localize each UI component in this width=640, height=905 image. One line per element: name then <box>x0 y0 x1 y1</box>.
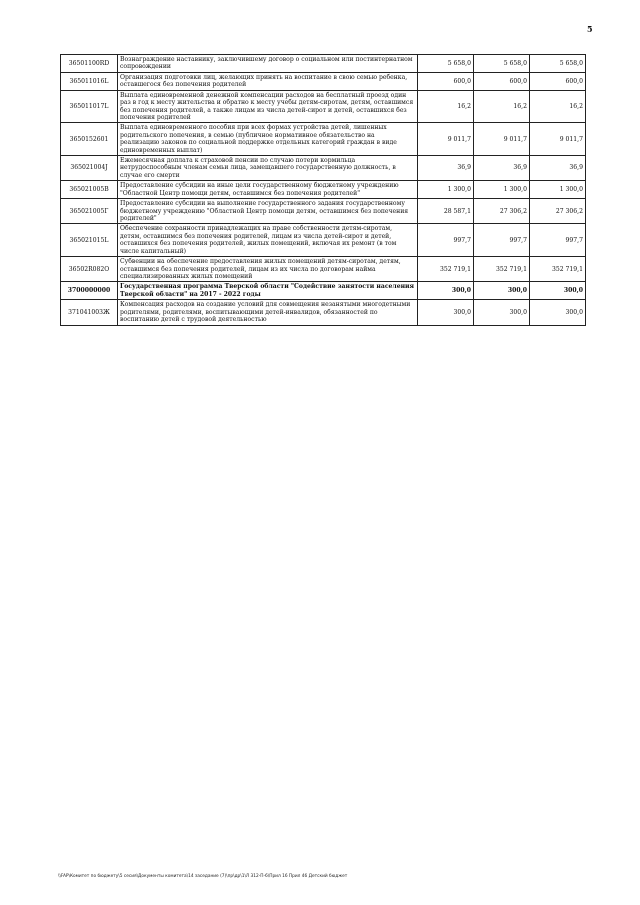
row-value-3-cell: 9 011,7 <box>530 123 586 156</box>
row-value-3-cell: 36,9 <box>530 156 586 181</box>
row-value-2-cell: 300,0 <box>474 300 530 325</box>
row-description-cell: Компенсация расходов на создание условий для совмещения незанятыми многодетными родителями, родителями, воспитывающими детей-инвалидов, обязанностей по воспитанию детей с трудовой деятельностью <box>118 300 418 325</box>
row-value-3-cell: 352 719,1 <box>530 257 586 282</box>
row-code-cell: 36502R082O <box>61 257 118 282</box>
row-value-2-cell: 997,7 <box>474 224 530 257</box>
row-value-1-cell: 16,2 <box>418 90 474 123</box>
row-description-cell: Обеспечение сохранности принадлежащих на праве собственности детям-сиротам, детям, оставшимся без попечения родителей, лицам из числа детей-сирот и детей, оставшихся без попечения родителей, жилых помещений, включая их ремонт (в том числе капитальный) <box>118 224 418 257</box>
row-description-cell: Государственная программа Тверской области "Содействие занятости населения Тверской области" на 2017 - 2022 годы <box>118 282 418 300</box>
row-code-cell: 365011017L <box>61 90 118 123</box>
row-description-cell: Субвенции на обеспечение предоставления жилых помещений детям-сиротам, детям, оставшимся без попечения родителей, лицам из их числа по договорам найма специализированных жилых помещений <box>118 257 418 282</box>
row-value-3-cell: 300,0 <box>530 282 586 300</box>
footer-file-path: \\FAP\Комитет по бюджету\5 сесия\Документы комитета\14 заседание (7)\пр\др\1\Л 312-П-6\Прил 16 Прил 46 Детский бюджет <box>58 874 348 879</box>
row-value-1-cell: 9 011,7 <box>418 123 474 156</box>
row-value-2-cell: 5 658,0 <box>474 55 530 73</box>
row-code-cell: 365021005B <box>61 181 118 199</box>
table-row <box>61 224 586 257</box>
row-description-cell: Выплата единовременной денежной компенсации расходов на бесплатный проезд один раз в год к месту жительства и обратно к месту учебы детям-сиротам, детям, оставшимся без попечения родителей, а также лицам из числа детей-сирот и детей, оставшихся без попечения родителей <box>118 90 418 123</box>
row-description-cell: Вознаграждение наставнику, заключившему договор о социальном или постинтернатном сопровождении <box>118 55 418 73</box>
row-value-1-cell: 5 658,0 <box>418 55 474 73</box>
row-value-2-cell: 9 011,7 <box>474 123 530 156</box>
row-code-cell: 365021004J <box>61 156 118 181</box>
row-description-cell: Ежемесячная доплата к страховой пенсии по случаю потери кормильца нетрудоспособным членам семьи лица, замещавшего государственную должность, в случае его смерти <box>118 156 418 181</box>
row-description-cell: Предоставление субсидии на иные цели государственному бюджетному учреждению "Областной Центр помощи детям, оставшимся без попечения родителей" <box>118 181 418 199</box>
row-code-cell: 365021005Г <box>61 199 118 224</box>
row-value-3-cell: 1 300,0 <box>530 181 586 199</box>
row-value-2-cell: 36,9 <box>474 156 530 181</box>
row-value-1-cell: 600,0 <box>418 72 474 90</box>
row-description-cell: Выплата единовременного пособия при всех формах устройства детей, лишенных родительского попечения, в семью (публичное нормативное обязательство на реализацию законов по социальной поддержке отдельных категорий граждан в виде единовременных выплат) <box>118 123 418 156</box>
table-row <box>61 156 586 181</box>
table-row <box>61 90 586 123</box>
row-value-3-cell: 997,7 <box>530 224 586 257</box>
row-value-2-cell: 27 306,2 <box>474 199 530 224</box>
row-value-3-cell: 5 658,0 <box>530 55 586 73</box>
row-value-2-cell: 1 300,0 <box>474 181 530 199</box>
budget-table <box>60 54 586 326</box>
row-value-1-cell: 28 587,1 <box>418 199 474 224</box>
budget-table-body <box>61 55 586 326</box>
row-value-3-cell: 16,2 <box>530 90 586 123</box>
row-value-2-cell: 16,2 <box>474 90 530 123</box>
row-value-3-cell: 300,0 <box>530 300 586 325</box>
row-code-cell: 365011016L <box>61 72 118 90</box>
row-value-1-cell: 300,0 <box>418 300 474 325</box>
row-value-2-cell: 352 719,1 <box>474 257 530 282</box>
table-row <box>61 123 586 156</box>
table-row <box>61 282 586 300</box>
table-row <box>61 257 586 282</box>
row-code-cell: 3650152601 <box>61 123 118 156</box>
row-code-cell: 3700000000 <box>61 282 118 300</box>
row-value-1-cell: 1 300,0 <box>418 181 474 199</box>
row-code-cell: 371041003Ж <box>61 300 118 325</box>
row-value-1-cell: 352 719,1 <box>418 257 474 282</box>
row-value-3-cell: 27 306,2 <box>530 199 586 224</box>
row-description-cell: Организация подготовки лиц, желающих принять на воспитание в свою семью ребенка, оставшегося без попечения родителей <box>118 72 418 90</box>
table-row <box>61 199 586 224</box>
row-value-1-cell: 36,9 <box>418 156 474 181</box>
table-row <box>61 55 586 73</box>
row-description-cell: Предоставление субсидии на выполнение государственного задания государственному бюджетному учреждению "Областной Центр помощи детям, оставшимся без попечения родителей" <box>118 199 418 224</box>
page-number: 5 <box>587 24 593 34</box>
row-value-3-cell: 600,0 <box>530 72 586 90</box>
row-value-2-cell: 300,0 <box>474 282 530 300</box>
row-code-cell: 365021015L <box>61 224 118 257</box>
table-row <box>61 72 586 90</box>
row-value-1-cell: 300,0 <box>418 282 474 300</box>
row-code-cell: 36501100RD <box>61 55 118 73</box>
row-value-2-cell: 600,0 <box>474 72 530 90</box>
table-row <box>61 181 586 199</box>
row-value-1-cell: 997,7 <box>418 224 474 257</box>
table-row <box>61 300 586 325</box>
